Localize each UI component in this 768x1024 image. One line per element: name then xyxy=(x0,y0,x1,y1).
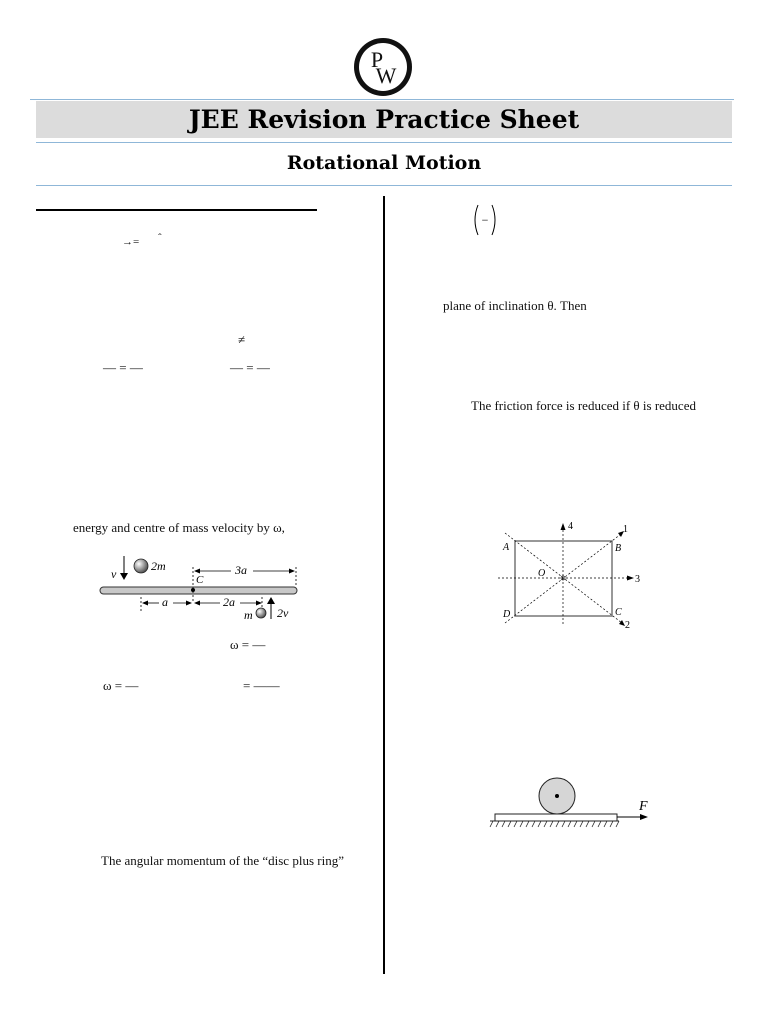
bracket-minus: − xyxy=(481,213,489,227)
omega-fraction-1: ω = — xyxy=(230,637,266,652)
pw-logo xyxy=(353,37,413,97)
section-underline xyxy=(36,209,317,211)
label-a: a xyxy=(162,595,168,609)
label-3: 3 xyxy=(635,574,640,585)
energy-line: energy and centre of mass velocity by ω, xyxy=(73,520,285,535)
svg-text:P: P xyxy=(370,47,384,72)
angular-momentum-line: The angular momentum of the “disc plus ring” xyxy=(101,853,344,868)
page-title: JEE Revision Practice Sheet xyxy=(36,101,732,138)
label-3a: 3a xyxy=(235,563,247,577)
label-c: C xyxy=(615,607,622,618)
rod-figure xyxy=(95,553,305,623)
plane-line: plane of inclination θ. Then xyxy=(443,298,587,313)
label-f: F xyxy=(639,799,648,814)
header-rule xyxy=(36,142,732,143)
friction-line: The friction force is reduced if θ is reduced xyxy=(471,398,696,413)
bracket-expression xyxy=(470,203,500,237)
label-b: B xyxy=(615,543,622,554)
header-rule-top xyxy=(30,99,734,100)
label-a: A xyxy=(503,542,510,553)
label-m: m xyxy=(244,608,253,622)
page-subtitle: Rotational Motion xyxy=(286,152,482,174)
ratio-left: — = — xyxy=(103,360,143,375)
label-2m: 2m xyxy=(151,559,166,573)
header-rule xyxy=(36,185,732,186)
square-figure xyxy=(495,518,645,633)
label-2v: 2v xyxy=(277,606,289,620)
svg-text:W: W xyxy=(375,63,397,88)
equals-fraction: = —— xyxy=(243,678,280,693)
hat-fragment: ˆ xyxy=(158,232,162,244)
vector-fragment: →= xyxy=(122,236,140,248)
label-o: O xyxy=(538,568,546,579)
label-2: 2 xyxy=(625,620,630,631)
column-divider xyxy=(383,196,385,974)
disc-figure xyxy=(485,773,655,833)
not-equal-symbol: ≠ xyxy=(238,332,246,347)
label-4: 4 xyxy=(568,521,573,532)
label-1: 1 xyxy=(623,524,628,535)
label-v: v xyxy=(111,567,117,581)
label-2a: 2a xyxy=(223,595,235,609)
omega-fraction-2: ω = — xyxy=(103,678,139,693)
label-d: D xyxy=(503,609,511,620)
ratio-right: — = — xyxy=(230,360,270,375)
label-c: C xyxy=(196,574,204,586)
